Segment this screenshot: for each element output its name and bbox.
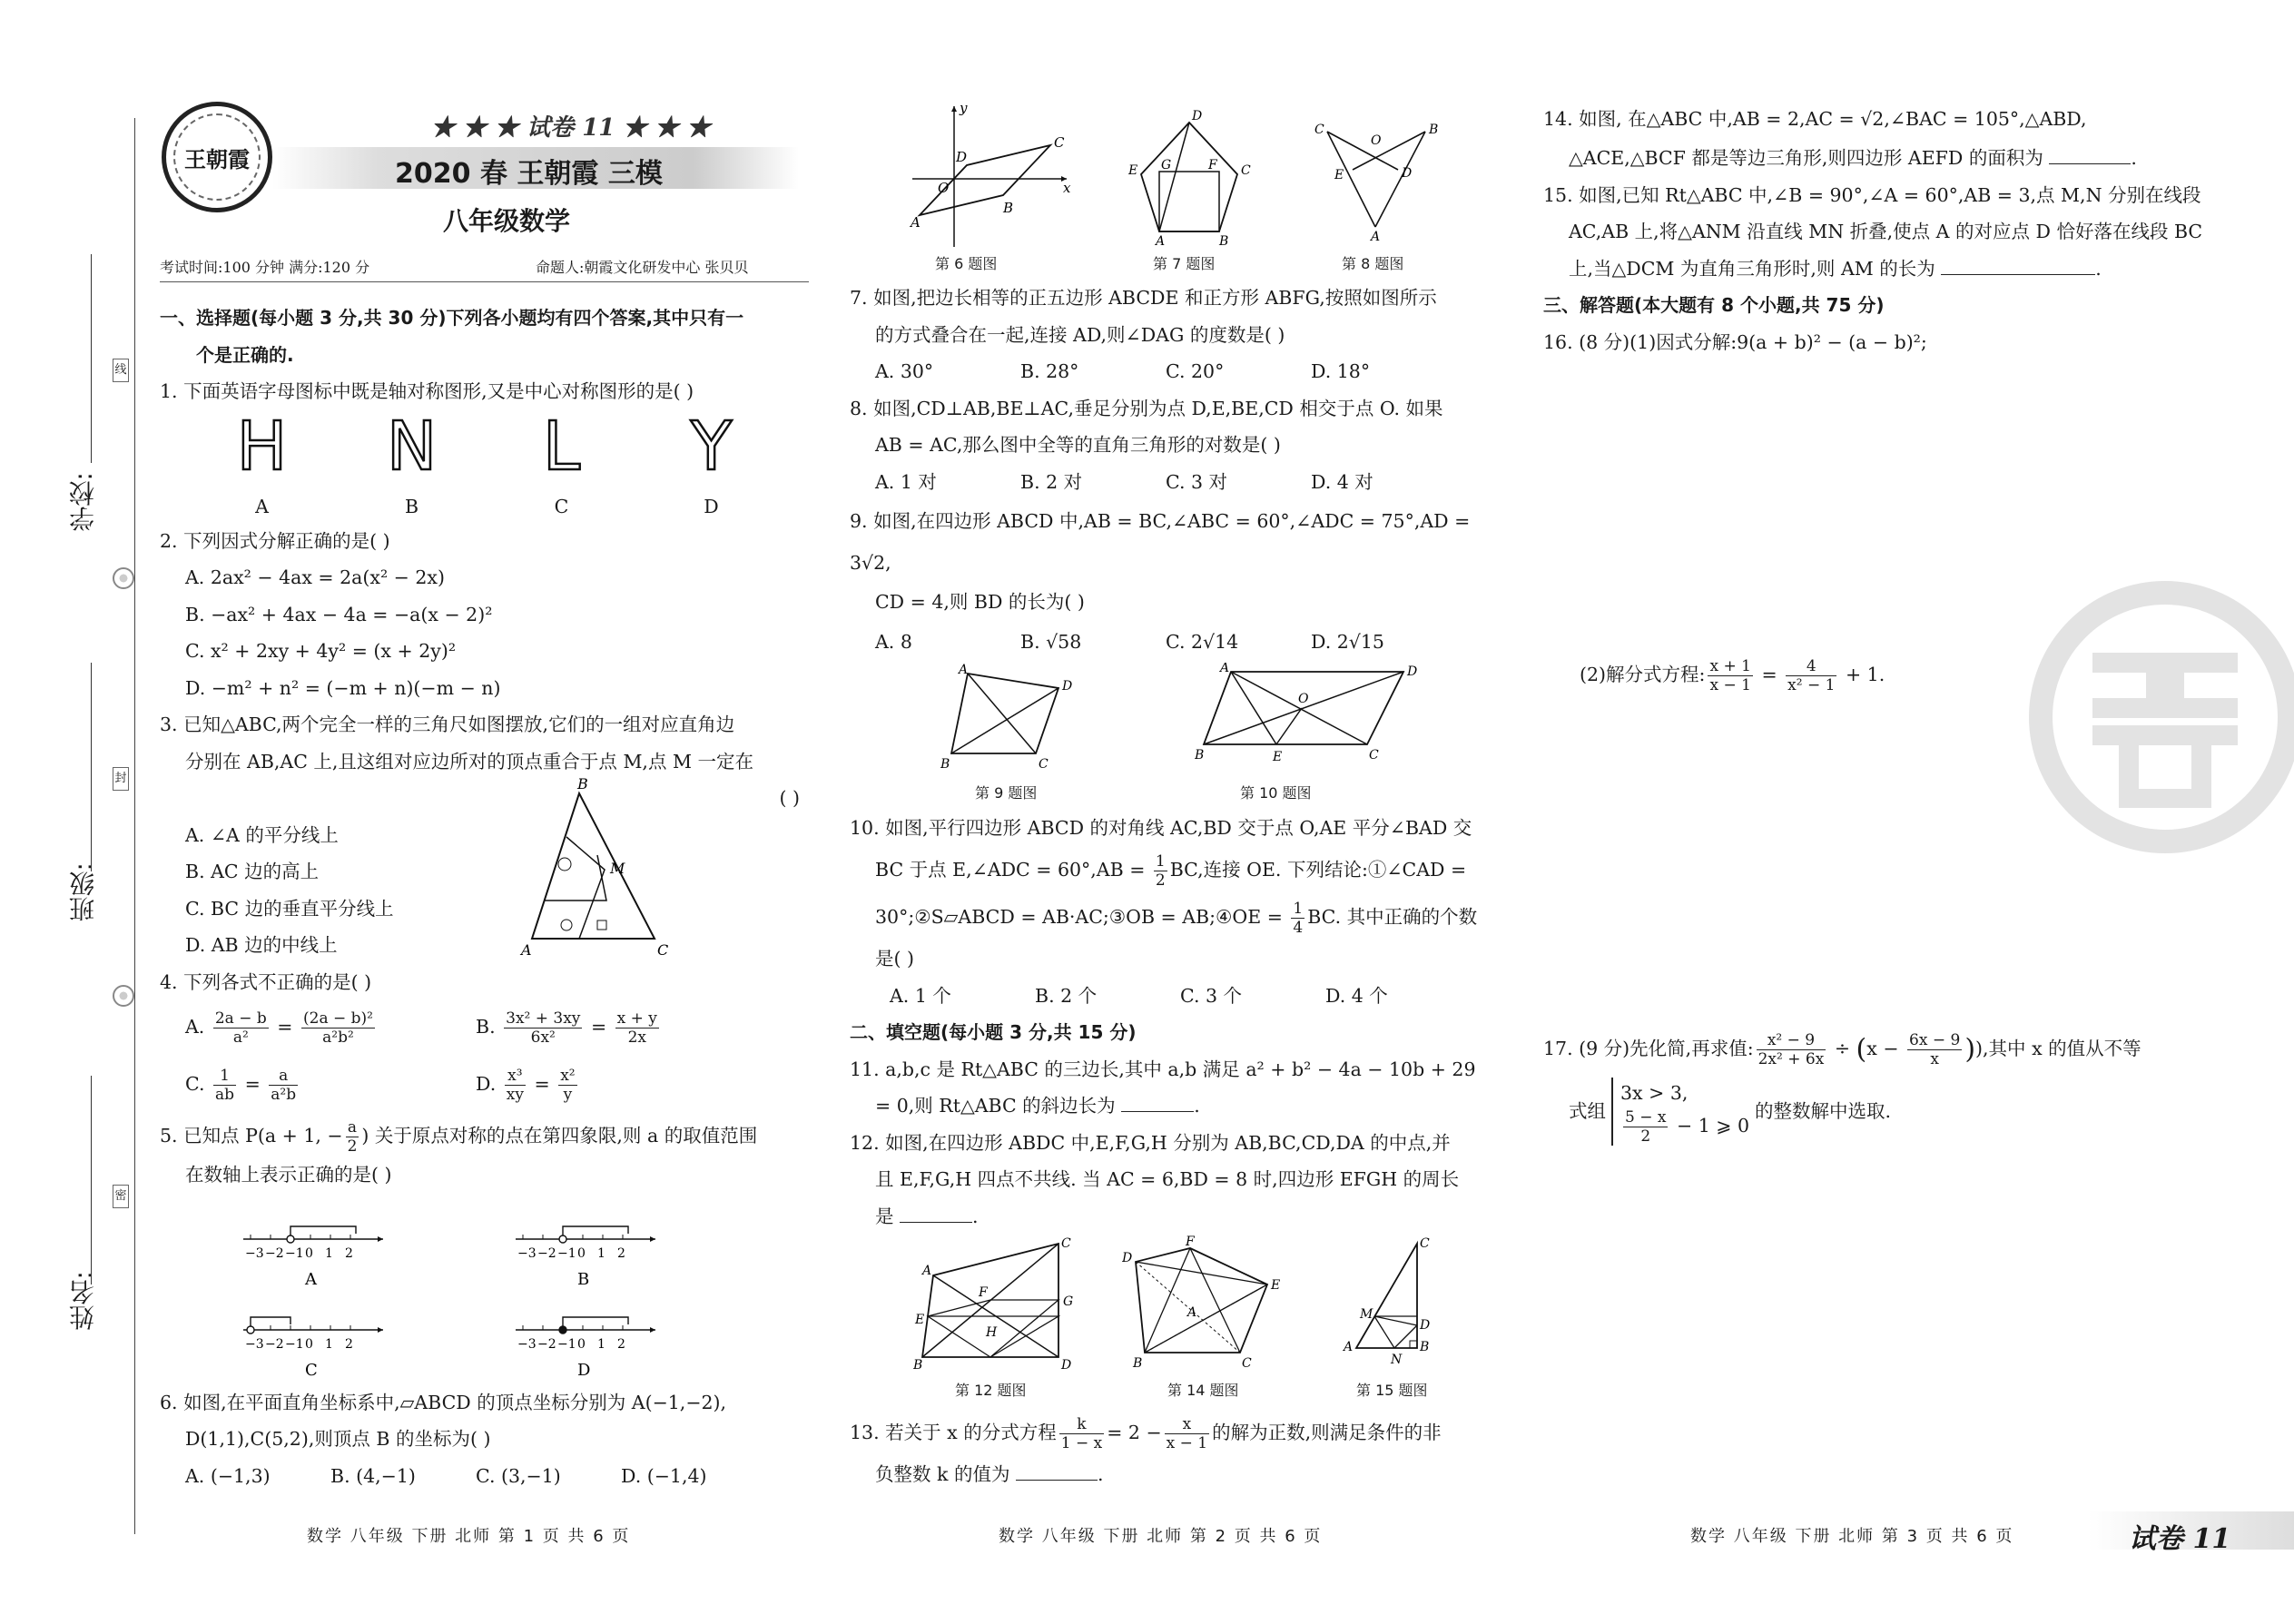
letter-l-icon: L bbox=[542, 407, 581, 486]
q8-stem-cont: AB = AC,那么图中全等的直角三角形的对数是( ) bbox=[875, 434, 1281, 456]
exam-info-left: 考试时间:100 分钟 满分:120 分 bbox=[160, 259, 370, 276]
number-line-tick-label: −3 bbox=[517, 1245, 537, 1261]
q4-option-b: B. $\frac{\text{3x² + 3xy}}{\text{6x²}}$ = $\frac{x + y}{2x}$ bbox=[476, 1009, 657, 1047]
q4-a-lhs: $\frac{2a - b}{\text{a²}}$ bbox=[214, 1009, 267, 1047]
series-label: ★ ★ ★ 试卷 11 ★ ★ ★ bbox=[431, 114, 711, 142]
q5-stem: 5. 已知点 P(a + 1, − $\frac{a}{2}$ ) 关于原点对称的点在第四象限,则 a 的取值范围 bbox=[160, 1118, 758, 1156]
svg-text:E: E bbox=[1334, 168, 1344, 182]
q7-option-a: A. 30° bbox=[875, 360, 934, 382]
svg-text:A: A bbox=[1156, 234, 1166, 245]
solution-segment bbox=[563, 1226, 628, 1239]
q17-inequality-1: 3x > 3, bbox=[1620, 1081, 1689, 1104]
svg-text:C: C bbox=[1054, 134, 1065, 151]
binding-line bbox=[134, 118, 135, 1534]
svg-text:D: D bbox=[1420, 1318, 1431, 1333]
q17-system-prefix: 式组 bbox=[1569, 1099, 1606, 1122]
exam-info-right: 命题人:朝霞文化研发中心 张贝贝 bbox=[536, 259, 749, 276]
number-line-tick-label: −2 bbox=[265, 1245, 284, 1261]
q17-system-suffix: 的整数解中选取. bbox=[1755, 1099, 1892, 1122]
svg-text:E: E bbox=[1271, 1278, 1281, 1293]
q10-stem-2: BC 于点 E,∠ADC = 60°,AB = $\frac{1}{2}$ BC,连接 OE. 下列结论:①∠CAD = bbox=[875, 852, 1467, 890]
number-line-tick-label: 1 bbox=[597, 1245, 605, 1261]
number-line-tick-label: −3 bbox=[517, 1336, 537, 1352]
number-line-option-label: B bbox=[577, 1269, 590, 1289]
figures-9-10 bbox=[850, 663, 1508, 810]
q8-options bbox=[850, 464, 1508, 501]
svg-text:A: A bbox=[959, 662, 969, 677]
q2-option-b: B. −ax² + 4ax − 4a = −a(x − 2)² bbox=[185, 603, 493, 625]
seal-mark-secret: 密 bbox=[113, 1185, 129, 1208]
q4-stem: 4. 下列各式不正确的是( ) bbox=[160, 970, 372, 993]
q13-answer-blank[interactable] bbox=[1016, 1480, 1098, 1481]
number-line-tick-label: −3 bbox=[245, 1336, 264, 1352]
q4-c-rhs: $\frac{a}{\text{a²b}}$ bbox=[271, 1067, 297, 1104]
svg-text:M: M bbox=[610, 859, 625, 877]
arrow-icon bbox=[650, 1236, 655, 1242]
q14-answer-blank[interactable] bbox=[2049, 163, 2131, 164]
q8-stem: 8. 如图,CD⊥AB,BE⊥AC,垂足分别为点 D,E,BE,CD 相交于点 O. 如果 bbox=[850, 397, 1443, 419]
svg-text:B: B bbox=[1219, 234, 1229, 245]
svg-text:A: A bbox=[521, 940, 532, 957]
exam-header bbox=[154, 100, 817, 276]
q15-stem-2: AC,AB 上,将△ANM 沿直线 MN 折叠,使点 A 的对应点 D 恰好落在线段 BC bbox=[1569, 221, 2203, 242]
q15-answer-blank[interactable] bbox=[1941, 274, 2095, 275]
svg-text:y: y bbox=[960, 102, 968, 116]
q6-option-a: A. (−1,3) bbox=[185, 1464, 271, 1487]
q1-label-b: B bbox=[404, 495, 419, 517]
svg-text:E: E bbox=[1128, 163, 1138, 178]
number-line-tick-label: 0 bbox=[577, 1245, 586, 1261]
number-line-tick-label: −1 bbox=[285, 1336, 304, 1352]
svg-text:B: B bbox=[1195, 747, 1205, 763]
svg-text:G: G bbox=[1161, 158, 1172, 172]
seal-mark-line: 线 bbox=[113, 359, 129, 382]
q8-option-d: D. 4 对 bbox=[1311, 470, 1373, 493]
svg-text:A: A bbox=[1187, 1305, 1197, 1320]
figure-12-caption: 第 12 题图 bbox=[955, 1382, 1027, 1399]
q3-option-d: D. AB 边的中线上 bbox=[185, 934, 338, 956]
q2-option-c: C. x² + 2xy + 4y² = (x + 2y)² bbox=[185, 640, 457, 662]
svg-text:D: D bbox=[1402, 166, 1413, 181]
q1-stem: 1. 下面英语字母图标中既是轴对称图形,又是中心对称图形的是( ) bbox=[160, 380, 694, 402]
q8-option-c: C. 3 对 bbox=[1166, 470, 1228, 493]
figure-6 bbox=[903, 102, 1076, 256]
q10-stem: 10. 如图,平行四边形 ABCD 的对角线 AC,BD 交于点 O,AE 平分∠BAD 交 bbox=[850, 816, 1472, 839]
svg-text:B: B bbox=[1420, 1340, 1430, 1354]
q7-stem-cont: 的方式叠合在一起,连接 AD,则∠DAG 的度数是( ) bbox=[875, 323, 1285, 346]
q5-number-lines bbox=[160, 1194, 818, 1384]
endpoint-dot bbox=[247, 1326, 254, 1334]
q3-paren: ( ) bbox=[779, 787, 800, 809]
logo-seal bbox=[162, 102, 272, 212]
number-line-tick-label: −1 bbox=[285, 1245, 304, 1261]
q2-option-a: A. 2ax² − 4ax = 2a(x² − 2x) bbox=[185, 566, 445, 588]
number-line-tick-label: 2 bbox=[617, 1245, 625, 1261]
q15-stem-3: 上,当△DCM 为直角三角形时,则 AM 的长为 . bbox=[1569, 257, 2102, 280]
q9-option-c: C. 2√14 bbox=[1166, 630, 1239, 653]
q3-figure bbox=[514, 775, 677, 957]
subject-title: 八年级数学 bbox=[443, 206, 571, 236]
figure-8-caption: 第 8 题图 bbox=[1342, 255, 1404, 272]
svg-text:M: M bbox=[1360, 1307, 1373, 1322]
svg-text:D: D bbox=[1122, 1251, 1133, 1265]
punch-hole-icon bbox=[113, 567, 134, 589]
logo-text: 王朝霞 bbox=[184, 145, 250, 172]
number-line-tick-label: −1 bbox=[557, 1245, 576, 1261]
q6-stem-cont: D(1,1),C(5,2),则顶点 B 的坐标为( ) bbox=[185, 1428, 491, 1450]
q1-option-c bbox=[487, 407, 636, 490]
number-line-tick-label: 0 bbox=[305, 1245, 313, 1261]
figure-10-caption: 第 10 题图 bbox=[1240, 783, 1312, 802]
number-line-tick-label: 2 bbox=[617, 1336, 625, 1352]
q3-stem: 3. 已知△ABC,两个完全一样的三角尺如图摆放,它们的一组对应直角边 bbox=[160, 714, 735, 735]
svg-text:F: F bbox=[979, 1285, 988, 1300]
q16-part2: (2)解分式方程: $\frac{x + 1}{x - 1}$ = $\frac{4}{\text{x² − 1}}$ + 1. bbox=[1580, 657, 1885, 694]
q5-stem-cont: 在数轴上表示正确的是( ) bbox=[185, 1164, 392, 1186]
q4-b-rhs: $\frac{x + y}{2x}$ bbox=[616, 1009, 657, 1047]
svg-text:F: F bbox=[1186, 1235, 1195, 1249]
q3-option-a: A. ∠A 的平分线上 bbox=[185, 823, 339, 846]
svg-text:B: B bbox=[913, 1358, 923, 1371]
q4-option-d: D. $\frac{\text{x³}}{xy}$ = $\frac{\text{x²}}{y}$ bbox=[476, 1067, 576, 1104]
seal-mark-seal: 封 bbox=[113, 767, 129, 791]
q4-option-a: A. $\frac{2a - b}{\text{a²}}$ = $\frac{\text{(2a − b)²}}{\text{a²b²}}$ bbox=[185, 1009, 373, 1047]
q6-option-b: B. (4,−1) bbox=[330, 1464, 416, 1487]
svg-text:O: O bbox=[938, 180, 950, 196]
figure-7-caption: 第 7 题图 bbox=[1153, 255, 1216, 272]
q10-options bbox=[850, 978, 1508, 1015]
q10-option-a: A. 1 个 bbox=[890, 984, 951, 1007]
q2-stem: 2. 下列因式分解正确的是( ) bbox=[160, 529, 390, 552]
svg-text:O: O bbox=[1371, 133, 1382, 148]
svg-text:B: B bbox=[1133, 1356, 1143, 1371]
svg-text:B: B bbox=[1429, 123, 1439, 137]
figure-9 bbox=[940, 663, 1077, 772]
figure-9-caption: 第 9 题图 bbox=[975, 783, 1038, 802]
q11-answer-blank[interactable] bbox=[1121, 1111, 1194, 1112]
q9-stem: 9. 如图,在四边形 ABCD 中,AB = BC,∠ABC = 60°,∠ADC = 75°,AD = 3√2, bbox=[850, 510, 1471, 574]
svg-text:G: G bbox=[1063, 1294, 1074, 1309]
q1-label-a: A bbox=[255, 495, 269, 517]
q4-d-lhs: $\frac{\text{x³}}{xy}$ bbox=[506, 1067, 524, 1104]
q2-option-d: D. −m² + n² = (−m + n)(−m − n) bbox=[185, 676, 501, 699]
q10-stem-3: 30°;②S▱ABCD = AB·AC;③OB = AB;④OE = $\frac{1}{4}$ BC. 其中正确的个数 bbox=[875, 900, 1478, 937]
q4-d-rhs: $\frac{\text{x²}}{y}$ bbox=[560, 1067, 576, 1104]
footer-page-3: 数学 八年级 下册 北师 第 3 页 共 6 页 bbox=[1690, 1527, 2014, 1546]
svg-text:E: E bbox=[915, 1313, 925, 1327]
arrow-icon bbox=[650, 1327, 655, 1333]
q6-options bbox=[160, 1458, 818, 1495]
svg-text:D: D bbox=[956, 149, 968, 165]
figures-12-14-15 bbox=[850, 1235, 1508, 1409]
q13-stem: 13. 若关于 x 的分式方程 $\frac{k}{1 - x}$ = 2 − $\frac{x}{x - 1}$ 的解为正数,则满足条件的非 bbox=[850, 1415, 1442, 1452]
q7-options bbox=[850, 353, 1508, 390]
number-line-tick-label: 1 bbox=[325, 1245, 333, 1261]
school-line bbox=[91, 254, 92, 463]
svg-text:A: A bbox=[911, 214, 921, 231]
q7-stem: 7. 如图,把边长相等的正五边形 ABCDE 和正方形 ABFG,按照如图所示 bbox=[850, 287, 1437, 309]
q14-stem-cont: △ACE,△BCF 都是等边三角形,则四边形 AEFD 的面积为 . bbox=[1569, 147, 2137, 169]
punch-hole-icon bbox=[113, 985, 134, 1007]
q4-row2 bbox=[160, 1055, 818, 1115]
svg-text:B: B bbox=[1003, 200, 1014, 216]
number-line-tick-label: −1 bbox=[557, 1336, 576, 1352]
letter-y-icon: Y bbox=[690, 407, 733, 486]
number-line-tick-label: −2 bbox=[265, 1336, 284, 1352]
q11-stem: 11. a,b,c 是 Rt△ABC 的三边长,其中 a,b 满足 a² + b² − 4a − 10b + 29 bbox=[850, 1058, 1476, 1080]
svg-text:D: D bbox=[1061, 1358, 1072, 1371]
svg-text:C: C bbox=[1420, 1236, 1430, 1251]
section1-heading-cont: 个是正确的. bbox=[196, 343, 294, 366]
number-line-tick-label: 1 bbox=[597, 1336, 605, 1352]
endpoint-dot bbox=[559, 1326, 566, 1334]
name-line bbox=[91, 1076, 92, 1284]
svg-text:A: A bbox=[922, 1264, 932, 1278]
q17-stem: 17. (9 分)先化简,再求值: $\frac{\text{x² − 9}}{\text{2x² + 6x}}$ ÷ (x − $\frac{6x - 9}{x}$ )),其中 x 的值从不等 bbox=[1543, 1031, 2141, 1068]
svg-text:E: E bbox=[1273, 749, 1283, 764]
q10-option-b: B. 2 个 bbox=[1035, 984, 1098, 1007]
q13-stem-cont: 负整数 k 的值为 . bbox=[875, 1463, 1104, 1485]
class-line bbox=[91, 663, 92, 871]
q1-label-c: C bbox=[554, 495, 569, 517]
footer-page-1: 数学 八年级 下册 北师 第 1 页 共 6 页 bbox=[307, 1527, 631, 1546]
figure-8 bbox=[1307, 113, 1452, 241]
q7-option-c: C. 20° bbox=[1166, 360, 1225, 382]
arrow-icon bbox=[378, 1236, 383, 1242]
endpoint-dot bbox=[559, 1235, 566, 1243]
q11-stem-cont: = 0,则 Rt△ABC 的斜边长为 . bbox=[875, 1095, 1200, 1117]
footer-page-2: 数学 八年级 下册 北师 第 2 页 共 6 页 bbox=[999, 1527, 1323, 1546]
q6-stem: 6. 如图,在平面直角坐标系中,▱ABCD 的顶点坐标分别为 A(−1,−2), bbox=[160, 1391, 727, 1413]
svg-text:x: x bbox=[1063, 180, 1071, 196]
section2-heading: 二、填空题(每小题 3 分,共 15 分) bbox=[850, 1021, 1137, 1043]
number-line-tick-label: 2 bbox=[345, 1245, 353, 1261]
q12-stem-3: 是 . bbox=[875, 1205, 979, 1227]
number-line-tick-label: 2 bbox=[345, 1336, 353, 1352]
q1-option-b bbox=[337, 407, 487, 490]
number-line-option-label: C bbox=[305, 1360, 318, 1380]
q1-label-d: D bbox=[704, 495, 719, 517]
svg-text:C: C bbox=[1039, 756, 1049, 772]
q12-answer-blank[interactable] bbox=[900, 1222, 972, 1223]
svg-text:D: D bbox=[1407, 664, 1418, 679]
q3-stem-cont: 分别在 AB,AC 上,且这组对应边所对的顶点重合于点 M,点 M 一定在 bbox=[185, 750, 753, 773]
q15-stem: 15. 如图,已知 Rt△ABC 中,∠B = 90°,∠A = 60°,AB = 3,点 M,N 分别在线段 bbox=[1543, 183, 2201, 206]
svg-text:C: C bbox=[657, 940, 669, 957]
svg-text:A: A bbox=[1220, 662, 1230, 675]
q16-part1: 16. (8 分)(1)因式分解:9(a + b)² − (a − b)²; bbox=[1543, 330, 1927, 353]
solution-segment bbox=[563, 1317, 628, 1330]
svg-text:D: D bbox=[1192, 109, 1203, 123]
q7-option-b: B. 28° bbox=[1020, 360, 1079, 382]
q7-option-d: D. 18° bbox=[1311, 360, 1371, 382]
class-label: 班级: bbox=[68, 862, 98, 922]
svg-text:C: C bbox=[1369, 747, 1379, 763]
q4-a-rhs: $\frac{\text{(2a − b)²}}{\text{a²b²}}$ bbox=[303, 1009, 373, 1047]
q9-options bbox=[850, 621, 1508, 663]
endpoint-dot bbox=[287, 1235, 294, 1243]
svg-text:C: C bbox=[1314, 123, 1324, 137]
q9-option-d: D. 2√15 bbox=[1311, 630, 1384, 653]
name-label: 姓名: bbox=[68, 1271, 98, 1331]
svg-text:A: A bbox=[1344, 1340, 1354, 1354]
header-rule bbox=[160, 281, 809, 282]
section3-heading: 三、解答题(本大题有 8 个小题,共 75 分) bbox=[1543, 294, 1885, 316]
binding-margin bbox=[0, 0, 154, 1624]
column-1 bbox=[160, 300, 818, 1494]
figure-14 bbox=[1122, 1235, 1304, 1371]
svg-text:F: F bbox=[1208, 158, 1217, 172]
arrow-icon bbox=[378, 1327, 383, 1333]
svg-text:O: O bbox=[1298, 691, 1309, 706]
q4-c-lhs: $\frac{1}{ab}$ bbox=[215, 1067, 235, 1104]
q12-stem-2: 且 E,F,G,H 四点不共线. 当 AC = 6,BD = 8 时,四边形 EFGH 的周长 bbox=[875, 1168, 1460, 1190]
q9-option-a: A. 8 bbox=[875, 630, 912, 653]
q3-option-b: B. AC 边的高上 bbox=[185, 861, 320, 882]
figure-15-caption: 第 15 题图 bbox=[1356, 1382, 1428, 1399]
figure-14-caption: 第 14 题图 bbox=[1167, 1382, 1239, 1399]
figure-10 bbox=[1195, 663, 1422, 772]
q1-option-d bbox=[636, 407, 786, 490]
q14-stem: 14. 如图, 在△ABC 中,AB = 2,AC = √2,∠BAC = 105°,△ABD, bbox=[1543, 108, 2087, 130]
number-line-tick-label: 1 bbox=[325, 1336, 333, 1352]
column-2 bbox=[850, 280, 1508, 1493]
letter-h-icon: H bbox=[236, 407, 288, 486]
q4-option-c: C. $\frac{1}{ab}$ = $\frac{a}{\text{a²b}}$ bbox=[185, 1067, 297, 1104]
solution-segment bbox=[290, 1226, 356, 1239]
q10-option-d: D. 4 个 bbox=[1325, 984, 1388, 1007]
svg-text:B: B bbox=[577, 774, 588, 792]
number-line-option-label: D bbox=[577, 1360, 591, 1380]
section1-heading: 一、选择题(每小题 3 分,共 30 分)下列各小题均有四个答案,其中只有一 bbox=[160, 307, 744, 329]
figure-15 bbox=[1340, 1235, 1458, 1380]
footer-tag: 试卷 11 bbox=[2129, 1523, 2231, 1555]
school-label: 学校: bbox=[68, 472, 98, 532]
number-line-tick-label: 0 bbox=[305, 1336, 313, 1352]
number-line-option-label: A bbox=[305, 1269, 317, 1289]
svg-text:C: C bbox=[1242, 1356, 1252, 1371]
q1-labels bbox=[187, 490, 818, 523]
q12-stem: 12. 如图,在四边形 ABDC 中,E,F,G,H 分别为 AB,BC,CD,DA 的中点,并 bbox=[850, 1131, 1451, 1154]
figure-12 bbox=[913, 1235, 1095, 1371]
q17-system-brace bbox=[1611, 1078, 1749, 1146]
number-line-tick-label: −2 bbox=[537, 1336, 556, 1352]
q8-option-a: A. 1 对 bbox=[875, 470, 937, 493]
q17-system bbox=[1543, 1078, 2233, 1146]
q8-option-b: B. 2 对 bbox=[1020, 470, 1083, 493]
svg-text:D: D bbox=[1062, 678, 1073, 694]
secret-watermark-icon bbox=[2029, 581, 2294, 853]
svg-text:C: C bbox=[1061, 1236, 1071, 1251]
figure-7 bbox=[1121, 109, 1266, 245]
number-line-tick-label: −3 bbox=[245, 1245, 264, 1261]
q1-option-a bbox=[187, 407, 337, 490]
q3-option-c: C. BC 边的垂直平分线上 bbox=[185, 897, 394, 920]
svg-text:H: H bbox=[986, 1325, 998, 1340]
number-line-tick-label: −2 bbox=[537, 1245, 556, 1261]
q5-frac: $\frac{a}{2}$ bbox=[347, 1118, 358, 1156]
svg-text:N: N bbox=[1391, 1353, 1403, 1367]
q4-b-lhs: $\frac{\text{3x² + 3xy}}{\text{6x²}}$ bbox=[506, 1009, 581, 1047]
letter-n-icon: N bbox=[386, 407, 438, 486]
q10-option-c: C. 3 个 bbox=[1180, 984, 1243, 1007]
q6-option-c: C. (3,−1) bbox=[476, 1464, 561, 1487]
figure-6-caption: 第 6 题图 bbox=[935, 255, 998, 272]
svg-text:A: A bbox=[1371, 230, 1381, 241]
svg-text:B: B bbox=[940, 756, 950, 772]
q9-stem-cont: CD = 4,则 BD 的长为( ) bbox=[875, 591, 1085, 613]
number-line-tick-label: 0 bbox=[577, 1336, 586, 1352]
q1-letters bbox=[187, 407, 818, 490]
q9-option-b: B. √58 bbox=[1020, 630, 1082, 653]
svg-text:C: C bbox=[1241, 163, 1251, 178]
exam-title: 2020 春 王朝霞 三模 bbox=[395, 158, 663, 190]
q17-inequality-2: $\frac{5 - x}{2}$ − 1 ⩾ 0 bbox=[1625, 1107, 1749, 1146]
q10-stem-4: 是( ) bbox=[875, 948, 915, 969]
q6-option-d: D. (−1,4) bbox=[621, 1464, 707, 1487]
q4-row1 bbox=[160, 1000, 818, 1055]
